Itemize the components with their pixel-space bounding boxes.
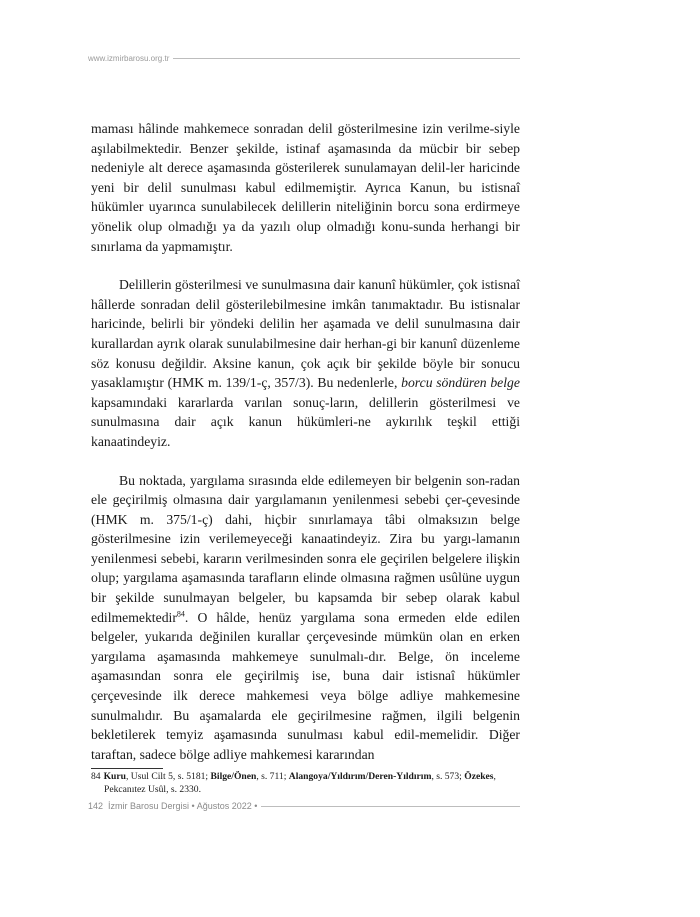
header-site-link[interactable]: www.izmirbarosu.org.tr — [88, 54, 170, 63]
journal-label: İzmir Barosu Dergisi • Ağustos 2022 • — [108, 801, 258, 811]
footnote-ref-84[interactable]: 84 — [176, 609, 185, 619]
page-footer — [88, 801, 520, 811]
footnote-text-3: , s. 573; — [431, 771, 465, 782]
footnote-number: 84 — [91, 771, 101, 782]
footnote-author-2: Bilge/Önen — [210, 771, 257, 782]
footnote-84 — [91, 771, 520, 796]
paragraph-3-text-b: . O hâlde, henüz yargılama sona ermeden elde edilen belgeler, yukarıda değinilen kurallar çerçevesinde mümkün olan en erken yargılama aşamasında mahkemeye sunulmalı-dır. Belge, ön inceleme aşamasından sonra ele geçirilmiş ise, buna dair istisnaî hükümler çerçevesinde ilk derece mahkemesi veya bölge adliye mahkemesine sunulmalıdır. Bu aşamalarda ele geçirilmesine rağmen, ilgili belgenin bekletilerek temyiz aşamasında sunulması kabul edil-memelidir. Diğer taraftan, sadece bölge adliye mahkemesi kararından — [91, 609, 520, 762]
footnote-author-4: Özekes — [464, 771, 494, 782]
paragraph-2-emphasis: borcu söndüren belge — [401, 375, 520, 391]
footnote-text-5: Pekcanıtez Usûl, s. 2330. — [104, 783, 201, 795]
paragraph-2 — [91, 275, 520, 451]
footer-rule — [261, 806, 520, 807]
page-header — [88, 54, 520, 63]
paragraph-1: maması hâlinde mahkemece sonradan delil gösterilmesine izin verilme-siyle aşılabilmektedir. Benzer şekilde, istinaf aşamasında da mücbir bir sebep nedeniyle alt derece aşamasında gösterilerek sunulamayan delil-ler haricinde yeni bir delil sunulması kabul edilmemiştir. Ayrıca Kanun, bu istisnaî hükümler uyarınca sunulabilecek delillerin niteliğinin borcu sona erdirmeye yönelik olup olmadığı ya da yazılı olup olmadığı konu-sunda herhangi bir sınırlama da yapmamıştır. — [91, 121, 520, 254]
body-text — [91, 119, 520, 764]
page-number: 142 — [88, 801, 104, 811]
paragraph-2-text-a: Delillerin gösterilmesi ve sunulmasına dair kanunî hükümler, çok istisnaî hâllerde sonradan delil gösterilebilmesine imkân tanımaktadır. Bu istisnalar haricinde, belirli bir yöndeki delilin her aşamada ve delil sunulmasına dair kurallardan ayrık olarak sunulabilmesine dair herhan-gi bir kanunî düzenleme söz konusu değildir. Aksine kanun, çok açık bir şekilde böyle bir sonucu yasaklamıştır (HMK m. 139/1-ç, 357/3). Bu nedenlerle, — [91, 277, 520, 391]
footnote-author-1: Kuru — [103, 771, 126, 782]
paragraph-2-text-b: kapsamındaki kararlarda varılan sonuç-ların, delillerin gösterilmesi ve sunulmasına dair açık kanun hükümleri-ne aykırılık teşkil ettiği kanaatindeyiz. — [91, 394, 520, 449]
footnote-separator — [91, 768, 163, 769]
footnote-text-1: , Usul Cilt 5, s. 5181; — [126, 771, 211, 782]
paragraph-3 — [91, 471, 520, 765]
footnote-text-4: , — [493, 771, 496, 782]
paragraph-3-text-a: Bu noktada, yargılama sırasında elde edilemeyen bir belgenin son-radan ele geçirilmiş olmasına dair yargılamanın yenilenmesi sebebi çer-çevesinde (HMK m. 375/1-ç) dahi, hiçbir sınırlamaya tâbi olmaksızın belge gösterilmesine izin verilemeyeceği kanaatindeyiz. Zira bu yargı-lamanın yenilenmesi sebebi, kararın verilmesinden sonra ele geçirilen belgelere ilişkin olup; yargılama aşamasında tarafların elinde olmasına rağmen usûlüne uygun bir şekilde sunulmayan belgeler, bu kapsamda bir sebep olarak kabul edilmemektedir — [91, 472, 520, 625]
footnote-author-3: Alangoya/Yıldırım/Deren-Yıldırım — [288, 771, 432, 782]
header-rule — [173, 58, 520, 59]
footnote-text-2: , s. 711; — [256, 771, 289, 782]
